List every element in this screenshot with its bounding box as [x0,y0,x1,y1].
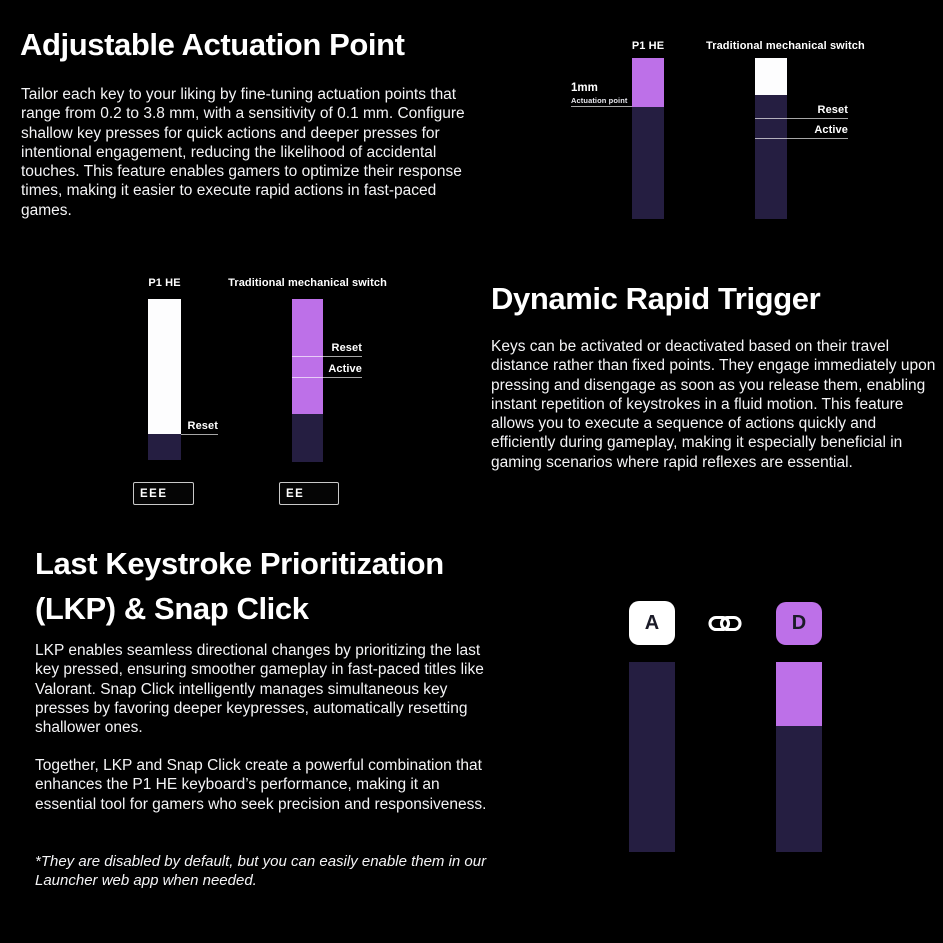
active-point-label: Active [814,124,848,136]
lkp-footnote: *They are disabled by default, but you can easily enable them in our Launcher web app when needed. [35,853,487,889]
traditional-typed-output-input[interactable] [279,482,339,505]
keycap-a-label: A [644,611,660,634]
p1he-reset-label: Reset [187,420,218,432]
p1he-typed-output-input[interactable] [133,482,194,505]
p1he-reset-line [181,434,218,435]
actuation-title: Adjustable Actuation Point [20,27,405,62]
rapid-trigger-diagram [133,272,387,512]
traditional-bar-label: Traditional mechanical switch [228,277,387,289]
keycap-a [629,601,675,645]
chain-link-icon [708,614,742,638]
p1he-pressed-segment [148,434,181,460]
p1he-remaining-travel-segment [632,107,664,219]
actuation-point-diagram [555,38,895,228]
reset-point-line [755,118,848,119]
key-d-travel-segment [776,726,822,852]
p1he-bar-label: P1 HE [631,40,665,52]
traditional-pretravel-segment [755,58,787,95]
actuation-body: Tailor each key to your liking by fine-tuning actuation points that range from 0.2 to 3.8 mm, with a sensitivity of 0.1 mm. Configure shallow key presses for quick actions and deeper presses for intentional engagement, reducing the likelihood of accidental touches. This feature enables gamers to optimize their response times, making it easier to execute rapid actions in fast-paced games. [21,86,465,219]
active-point-line [755,138,848,139]
lkp-diagram [629,601,823,853]
key-a-travel-bar [629,662,675,852]
lkp-title-line2: (LKP) & Snap Click [35,591,309,626]
traditional-active-line [292,377,362,378]
keycap-d-label: D [791,612,807,634]
p1he-released-segment [148,299,181,434]
p1he-bar-label: P1 HE [148,277,181,289]
lkp-body-2: Together, LKP and Snap Click create a powerful combination that enhances the P1 HE keyboard’s performance, making it an essential tool for gamers who seek precision and responsiveness. [35,757,487,813]
keycap-d [776,602,822,645]
traditional-reset-line [292,356,362,357]
traditional-active-label: Active [328,363,362,375]
actuation-annotation-caption: Actuation point [571,96,628,105]
key-d-active-segment [776,662,822,726]
traditional-reset-label: Reset [331,342,362,354]
traditional-bar-label: Traditional mechanical switch [706,40,865,52]
actuation-annotation-line [571,106,632,107]
traditional-pressed-segment [292,414,323,462]
key-d-travel-bar [776,662,822,852]
lkp-title [35,541,444,631]
rapid-trigger-title: Dynamic Rapid Trigger [491,281,821,316]
p1he-actuation-segment [632,58,664,107]
lkp-title-line1: Last Keystroke Prioritization [35,546,444,581]
actuation-annotation-value: 1mm [571,82,598,94]
reset-point-label: Reset [817,104,848,116]
traditional-travel-bar [292,299,323,462]
p1he-travel-bar [148,299,181,460]
key-a-travel-segment [629,662,675,852]
rapid-trigger-body: Keys can be activated or deactivated based on their travel distance rather than fixed points. They engage immediately upon pressing and disengage as soon as you release them, enabling instant repetition of keystrokes in a fluid motion. This feature allows you to execute a sequence of actions quickly and efficiently during gameplay, making it especially beneficial in gaming scenarios where rapid reflexes are essential. [491,338,936,471]
lkp-body-1: LKP enables seamless directional changes by prioritizing the last key pressed, ensuring smoother gameplay in fast-paced titles like Valorant. Snap Click intelligently manages simultaneous key presses by favoring deeper keypresses, automatically resetting shallower ones. [35,642,484,737]
p1he-travel-bar [632,58,664,219]
